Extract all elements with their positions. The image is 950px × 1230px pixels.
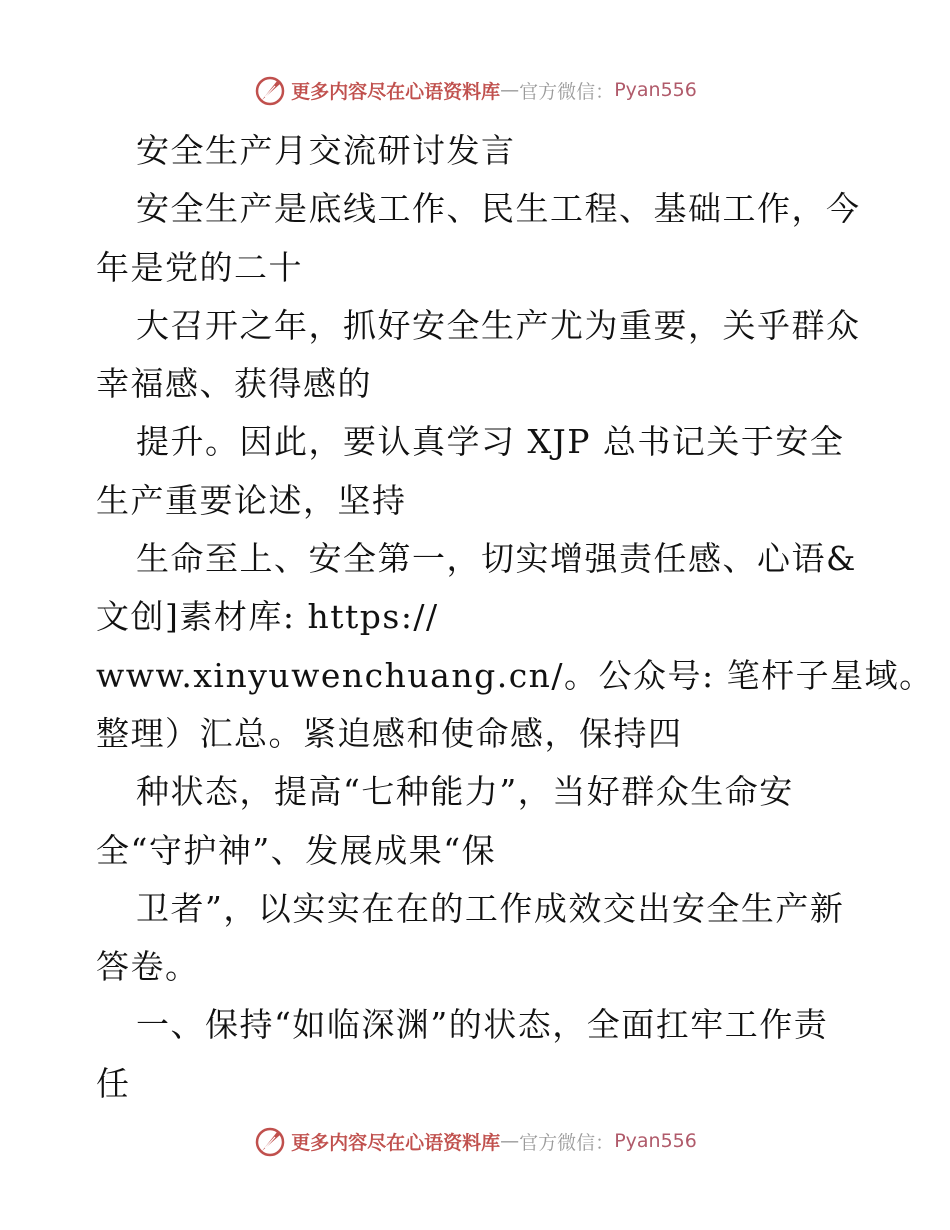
quill-circle-icon [253,1124,287,1158]
section-heading-continued: 任 [96,1063,131,1103]
watermark-main-text: 更多内容尽在心语资料库 [291,1131,501,1154]
section-heading: 一、保持“如临深渊”的状态，全面扛牢工作责 [136,1005,829,1045]
watermark-wechat-id: Pyan556 [614,79,697,101]
paragraph-line: 大召开之年，抓好安全生产尤为重要，关乎群众 [136,305,861,345]
paragraph-line: 生产重要论述，坚持 [96,480,407,520]
watermark-wechat-label: 官方微信： [519,80,615,103]
footer-watermark [0,1124,950,1158]
document-body [96,122,934,1113]
paragraph-line: 卫者”，以实实在在的工作成效交出安全生产新 [136,888,845,928]
paragraph-line: 生命至上、安全第一，切实增强责任感、心语& [136,539,857,579]
paragraph-line: 种状态，提高“七种能力”，当好群众生命安 [136,772,794,812]
watermark-dash: — [500,1130,520,1152]
watermark-wechat-id: Pyan556 [614,1130,697,1152]
paragraph-line: 整理）汇总。紧迫感和使命感，保持四 [96,713,683,753]
paragraph-line: www.xinyuwenchuang.cn/。公众号: 笔杆子星域。 [96,655,934,695]
watermark-wechat-label: 官方微信： [519,1131,615,1154]
quill-circle-icon [253,73,287,107]
paragraph-line: 幸福感、获得感的 [96,364,372,404]
paragraph-line: 提升。因此，要认真学习 XJP 总书记关于安全 [136,422,845,462]
watermark-dash: — [500,79,520,101]
watermark-main-text: 更多内容尽在心语资料库 [291,80,501,103]
document-title: 安全生产月交流研讨发言 [136,131,516,170]
paragraph-line: 全“守护神”、发展成果“保 [96,830,497,870]
header-watermark [0,73,950,107]
paragraph-line: 安全生产是底线工作、民生工程、基础工作，今 [136,189,861,229]
paragraph-line: 年是党的二十 [96,247,303,287]
paragraph-line: 答卷。 [96,947,200,987]
paragraph-line: 文创]素材库: https:// [96,597,439,637]
